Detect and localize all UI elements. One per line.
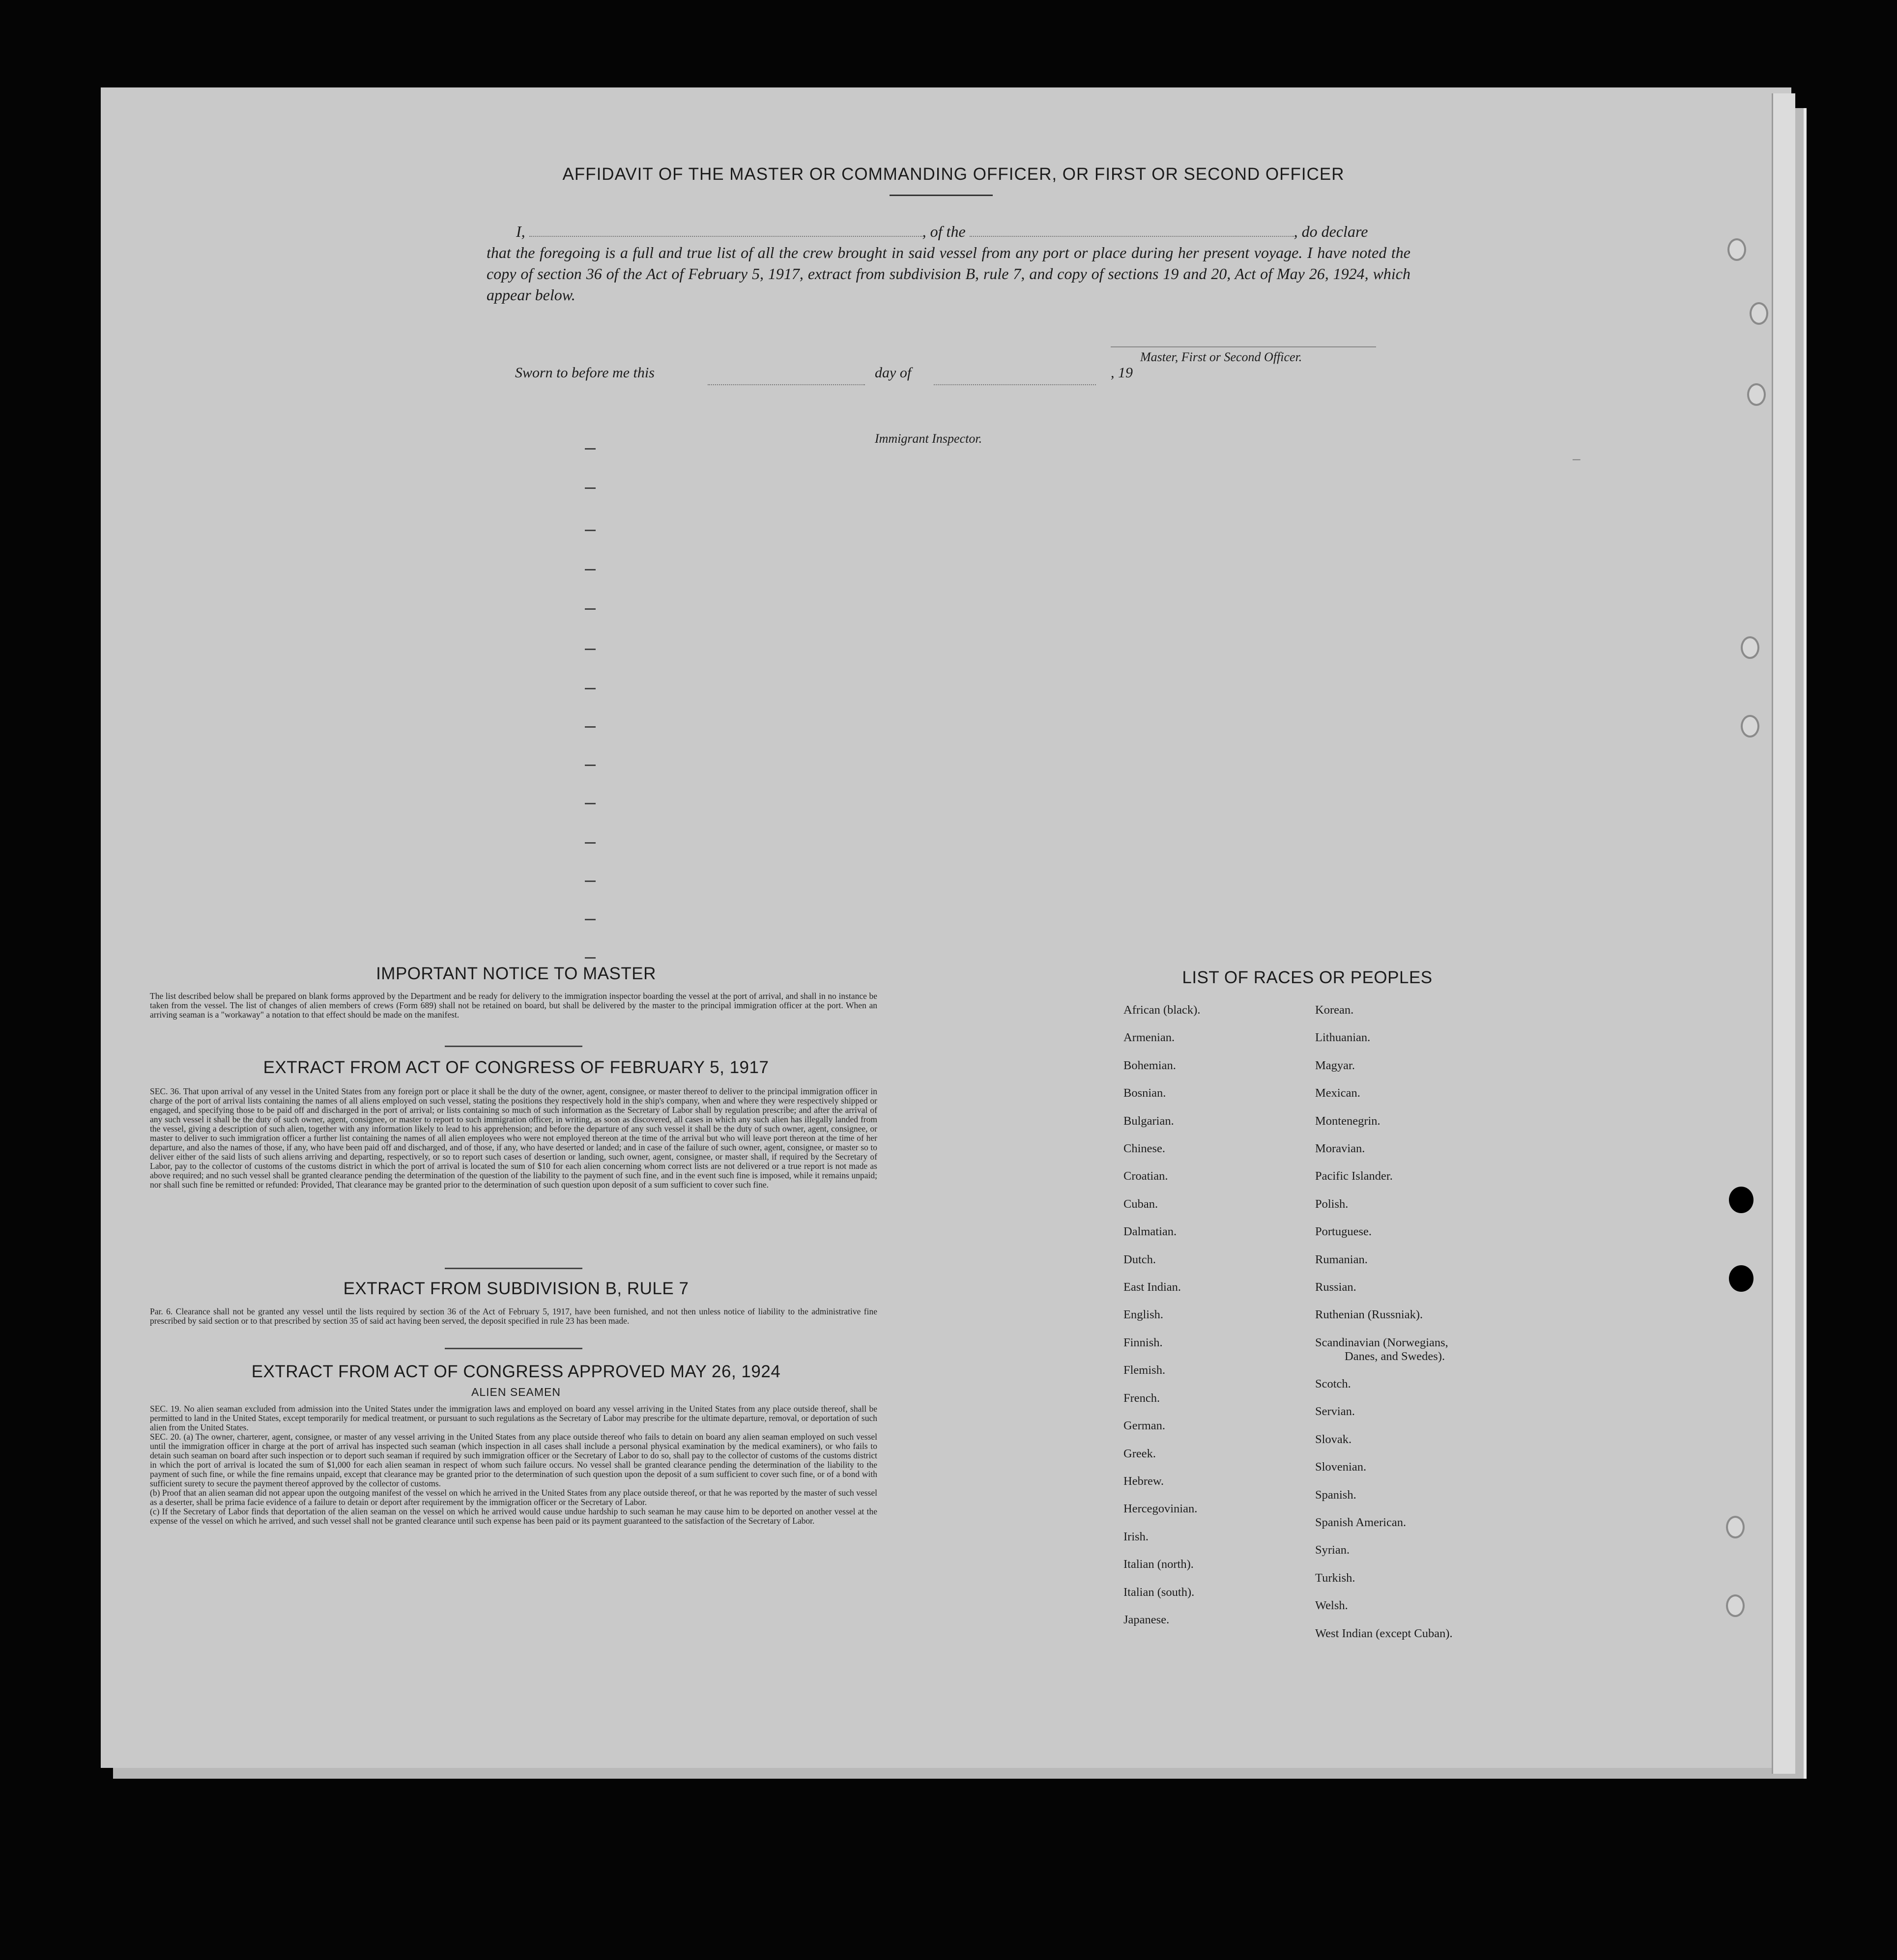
race-item: Montenegrin.: [1315, 1114, 1380, 1128]
race-item: Dalmatian.: [1123, 1225, 1177, 1239]
row-dash: [585, 448, 596, 450]
sworn-day-field[interactable]: [708, 372, 865, 385]
race-item: Welsh.: [1315, 1599, 1348, 1613]
race-item: Polish.: [1315, 1197, 1349, 1211]
race-item: Scotch.: [1315, 1377, 1351, 1391]
race-item: Croatian.: [1123, 1169, 1168, 1183]
binder-hole: [1741, 636, 1759, 659]
row-dash: [585, 957, 596, 959]
title-divider: [890, 195, 993, 196]
declaration-block: [487, 221, 1410, 306]
name-field[interactable]: [529, 224, 922, 237]
sworn-label: Sworn to before me this: [515, 365, 655, 381]
race-item: Ruthenian (Russniak).: [1315, 1308, 1423, 1322]
row-dash: [585, 569, 596, 570]
section-divider: [445, 1348, 582, 1349]
row-dash: [585, 765, 596, 766]
extract-1917-text: SEC. 36. That upon arrival of any vessel in the United States from any foreign port or place it shall be the duty of the owner, agent, consignee, or master thereof to deliver to the principal immigration officer in charge of the port of arrival lists containing the names of all aliens employed on such vessel, stating the positions they respectively hold in the ship's company, when and where they were respectively shipped or engaged, and specifying those to be paid off and discharged in the port of arrival; or lists containing so much of such information as the Secretary of Labor shall by regulation prescribe; and after the arrival of any such vessel it shall be the duty of such owner, agent, consignee, or master to report to such immigration officer, in writing, as soon as discovered, all cases in which any such alien has illegally landed from the vessel, giving a description of such alien, together with any information likely to lead to his apprehension; and before the departure of any such vessel it shall be the duty of such owner, agent, consignee, or master to deliver to such immigration officer a further list containing the names of all alien employees who were not employed thereon at the time of the arrival but who will leave port thereon at the time of her departure, and also the names of those, if any, who have been paid off and discharged, and of those, if any, who have deserted or landed; and in case of the failure of such owner, agent, consignee, or master so to deliver either of the said lists of such aliens arriving and departing, respectively, or so to report such cases of desertion or landing, such owner, agent, consignee, or master shall, if required by the Secretary of Labor, pay to the collector of customs of the customs district in which the port of arrival is located the sum of $10 for each alien concerning whom correct lists are not delivered or a true report is not made as above required; and no such vessel shall be granted clearance pending the determination of the question of the liability to the payment of such fine, and in the event such fine is imposed, while it remains unpaid; nor shall such fine be remitted or refunded: Provided, That clearance may be granted prior to the determination of such question upon deposit of a sum sufficient to cover such fine.: [150, 1086, 877, 1190]
section-20a: SEC. 20. (a) The owner, charterer, agent, consignee, or master of any vessel arriving in the United States from any place outside thereof who fails to detain on board any alien seaman employed on such vessel until the immigration officer in charge at the port of arrival has inspected such seaman (which inspection in all cases shall include a personal physical examination by the medical examiners), or who fails to detain such seaman on board after such inspection or to deport such seaman if required by such immigration officer or the Secretary of Labor to do so, shall pay to the collector of customs of the customs district in which the port of arrival is located the sum of $1,000 for each alien seaman in respect of whom such failure occurs. No vessel shall be granted clearance pending the determination of the liability to the payment of such fine, or while the fine remains unpaid, except that clearance may be granted prior to the determination of such question upon the deposit of a sum sufficient to cover such fine, or of a bond with sufficient surety to secure the payment thereof approved by the collector of customs.: [150, 1432, 877, 1488]
extract-1924-subheading: ALIEN SEAMEN: [471, 1386, 561, 1398]
punch-hole: [1729, 1265, 1753, 1292]
race-item: Spanish.: [1315, 1488, 1356, 1502]
year-prefix: , 19: [1111, 365, 1133, 381]
master-signature-label: Master, First or Second Officer.: [1140, 350, 1302, 364]
race-item: Japanese.: [1123, 1613, 1170, 1626]
race-item: Pacific Islander.: [1315, 1169, 1393, 1183]
race-item: Slovenian.: [1315, 1460, 1367, 1474]
binder-hole: [1726, 1516, 1745, 1538]
section-divider: [445, 1046, 582, 1047]
extract-1924-text: [150, 1404, 877, 1526]
extract-1917-heading: EXTRACT FROM ACT OF CONGRESS OF FEBRUARY 5, 1917: [263, 1058, 769, 1077]
row-dash: [585, 688, 596, 689]
race-item: Turkish.: [1315, 1571, 1355, 1585]
extract-1924-heading: EXTRACT FROM ACT OF CONGRESS APPROVED MAY 26, 1924: [251, 1362, 781, 1381]
race-item: Syrian.: [1315, 1543, 1350, 1557]
section-20b: (b) Proof that an alien seaman did not appear upon the outgoing manifest of the vessel on which he arrived in the United States from any place outside thereof, or that he was reported by the master of such vessel as a deserter, shall be prima facie evidence of a failure to detain or deport after requirement by the immigration officer or the Secretary of Labor.: [150, 1488, 877, 1507]
race-item: German.: [1123, 1419, 1166, 1433]
extract-rule7-text: Par. 6. Clearance shall not be granted any vessel until the lists required by section 36 of the Act of February 5, 1917, have been furnished, and not then unless notice of liability to the administrative fine prescribed by said section or to that prescribed by section 35 of said act having been served, the deposit specified in rule 23 has been made.: [150, 1307, 877, 1326]
binder-hole: [1747, 383, 1766, 406]
notice-heading: IMPORTANT NOTICE TO MASTER: [376, 964, 656, 983]
race-item: Portuguese.: [1315, 1225, 1372, 1239]
binder-hole: [1741, 715, 1759, 738]
race-item: French.: [1123, 1391, 1160, 1405]
races-left-column: [1123, 996, 1310, 1634]
binder-hole: [1727, 238, 1746, 261]
declaration-text: that the foregoing is a full and true list of all the crew brought in said vessel from any port or place during her present voyage. I have noted the copy of section 36 of the Act of February 5, 1917, extract from subdivision B, rule 7, and copy of sections 19 and 20, Act of May 26, 1924, which appear below.: [487, 244, 1410, 304]
row-dash: [585, 649, 596, 650]
do-declare-label: , do declare: [1293, 223, 1368, 240]
row-dash: [585, 487, 596, 489]
race-item: Lithuanian.: [1315, 1031, 1371, 1045]
row-dash: [585, 608, 596, 610]
i-label: I,: [516, 223, 525, 240]
row-dash: [585, 881, 596, 882]
race-item: Bohemian.: [1123, 1058, 1176, 1072]
race-item: Danes, and Swedes).: [1345, 1349, 1445, 1363]
race-item: Mexican.: [1315, 1086, 1360, 1100]
races-right-column: [1315, 996, 1541, 1648]
race-item: Greek.: [1123, 1447, 1156, 1460]
race-item: Chinese.: [1123, 1142, 1166, 1156]
races-heading: LIST OF RACES OR PEOPLES: [1182, 968, 1433, 987]
extract-rule7-heading: EXTRACT FROM SUBDIVISION B, RULE 7: [343, 1279, 689, 1298]
race-item: Moravian.: [1315, 1142, 1365, 1156]
vessel-field[interactable]: [970, 224, 1294, 237]
race-item: Bulgarian.: [1123, 1114, 1174, 1128]
page-edge: [1772, 93, 1795, 1774]
punch-hole: [1729, 1187, 1753, 1213]
row-dash: [585, 726, 596, 728]
race-item: Finnish.: [1123, 1335, 1163, 1349]
notice-text: The list described below shall be prepared on blank forms approved by the Department and be ready for delivery to the immigration inspector boarding the vessel at the port of arrival, and shall in no instance be taken from the vessel. The list of changes of alien members of crews (Form 689) shall not be retained on board, but shall be delivered by the master to the principal immigration officer at the port. When an arriving seaman is a "workaway" a notation to that effect should be made on the manifest.: [150, 991, 877, 1020]
race-item: Hebrew.: [1123, 1474, 1164, 1488]
sworn-month-field[interactable]: [934, 372, 1096, 385]
row-dash: [585, 842, 596, 844]
affidavit-title: AFFIDAVIT OF THE MASTER OR COMMANDING OFFICER, OR FIRST OR SECOND OFFICER: [562, 165, 1345, 184]
race-item: Spanish American.: [1315, 1515, 1407, 1529]
race-item: Irish.: [1123, 1530, 1149, 1543]
master-signature-line[interactable]: [1111, 346, 1376, 347]
race-item: Cuban.: [1123, 1197, 1158, 1211]
race-item: West Indian (except Cuban).: [1315, 1626, 1453, 1640]
race-item: Italian (north).: [1123, 1558, 1194, 1571]
binder-hole: [1726, 1594, 1745, 1617]
section-19: SEC. 19. No alien seaman excluded from admission into the United States under the immigration laws and employed on board any vessel arriving in the United States from any place outside thereof, shall be permitted to land in the United States, except temporarily for medical treatment, or pursuant to such regulations as the Secretary of Labor may prescribe for the ultimate departure, removal, or deportation of such alien from the United States.: [150, 1404, 877, 1432]
race-item: Italian (south).: [1123, 1585, 1195, 1599]
row-dash: [585, 530, 596, 531]
section-20c: (c) If the Secretary of Labor finds that deportation of the alien seaman on the vessel on which he arrived would cause undue hardship to such seaman he may cause him to be deported on another vessel at the expense of the vessel on which he arrived, and such vessel shall not be granted clearance until such expense has been paid or its payment guaranteed to the satisfaction of the Secretary of Labor.: [150, 1506, 877, 1526]
race-item: Magyar.: [1315, 1058, 1355, 1072]
inspector-label: Immigrant Inspector.: [875, 431, 982, 446]
race-item: Flemish.: [1123, 1363, 1166, 1377]
row-dash: [585, 919, 596, 920]
race-item: Servian.: [1315, 1405, 1355, 1419]
race-item: Hercegovinian.: [1123, 1502, 1198, 1516]
race-item: English.: [1123, 1308, 1163, 1322]
race-item: Armenian.: [1123, 1031, 1175, 1045]
race-item: Rumanian.: [1315, 1252, 1368, 1266]
race-item: Slovak.: [1315, 1432, 1352, 1446]
day-of-label: day of: [875, 365, 912, 381]
race-item: Korean.: [1315, 1003, 1354, 1017]
race-item: Dutch.: [1123, 1252, 1156, 1266]
section-divider: [445, 1268, 582, 1269]
race-item: Russian.: [1315, 1280, 1356, 1294]
of-the-label: , of the: [922, 223, 966, 240]
race-item: East Indian.: [1123, 1280, 1181, 1294]
bleed-through-mark: —: [1573, 452, 1581, 467]
race-item: African (black).: [1123, 1003, 1201, 1017]
race-item: Bosnian.: [1123, 1086, 1166, 1100]
binder-hole: [1750, 302, 1768, 325]
row-dash: [585, 803, 596, 804]
race-item: Scandinavian (Norwegians,: [1315, 1335, 1448, 1349]
